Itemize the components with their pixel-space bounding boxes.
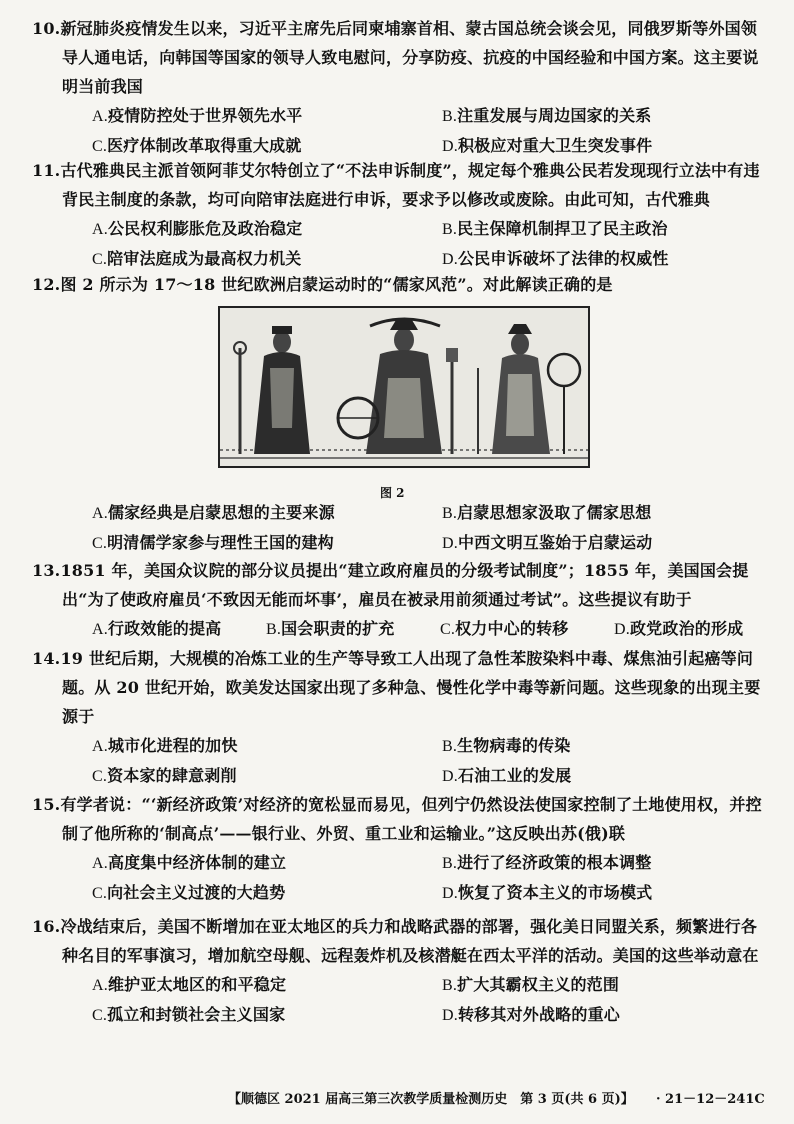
options — [92, 970, 762, 1030]
option-b[interactable]: B.进行了经济政策的根本调整 — [442, 853, 652, 872]
option-d[interactable]: D.政党政治的形成 — [614, 619, 744, 638]
question-stem: 1851 年，美国众议院的部分议员提出“建立政府雇员的分级考试制度”；1855 年，美国国会提出“为了使政府雇员‘不致因无能而坏事’，雇员在被录用前须通过考试”。这些提议有助于 — [60, 561, 749, 609]
options — [92, 731, 762, 791]
option-b[interactable]: B.启蒙思想家汲取了儒家思想 — [442, 503, 652, 522]
question-stem: 冷战结束后，美国不断增加在亚太地区的兵力和战略武器的部署，强化美日同盟关系，频繁进行各种名目的军事演习，增加航空母舰、远程轰炸机及核潜艇在西太平洋的活动。美国的这些举动意在 — [60, 917, 759, 965]
option-b[interactable]: B.生物病毒的传染 — [442, 736, 571, 755]
exam-code: · 21－12－241C — [656, 1092, 765, 1107]
option-d[interactable]: D.公民申诉破坏了法律的权威性 — [442, 249, 669, 268]
option-d[interactable]: D.恢复了资本主义的市场模式 — [442, 883, 653, 902]
question-16 — [32, 912, 762, 1030]
option-a[interactable]: A.行政效能的提高 — [92, 619, 222, 638]
option-d[interactable]: D.积极应对重大卫生突发事件 — [442, 136, 653, 155]
options — [92, 101, 762, 161]
question-stem: 19 世纪后期，大规模的冶炼工业的生产等导致工人出现了急性苯胺染料中毒、煤焦油引起癌等问题。从 20 世纪开始，欧美发达国家出现了多种急、慢性化学中毒等新问题。这些现象的出现主要源于 — [60, 649, 761, 726]
option-b[interactable]: B.注重发展与周边国家的关系 — [442, 106, 652, 125]
confucian-style-illustration — [218, 306, 590, 468]
option-b[interactable]: B.扩大其霸权主义的范围 — [442, 975, 620, 994]
question-12-options — [62, 498, 762, 558]
question-number: 12. — [32, 275, 61, 294]
question-number: 10. — [32, 19, 61, 38]
question-14 — [32, 644, 762, 791]
option-a[interactable]: A.疫情防控处于世界领先水平 — [92, 106, 303, 125]
question-stem: 有学者说：“‘新经济政策’对经济的宽松显而易见，但列宁仍然设法使国家控制了土地使用权，并控制了他所称的‘制高点’——银行业、外贸、重工业和运输业。”这反映出苏(俄)联 — [60, 795, 762, 843]
option-a[interactable]: A.儒家经典是启蒙思想的主要来源 — [92, 503, 335, 522]
question-number: 11. — [32, 161, 61, 180]
option-c[interactable]: C.陪审法庭成为最高权力机关 — [92, 249, 302, 268]
option-a[interactable]: A.公民权利膨胀危及政治稳定 — [92, 219, 303, 238]
option-a[interactable]: A.城市化进程的加快 — [92, 736, 238, 755]
question-11 — [32, 156, 762, 274]
option-c[interactable]: C.向社会主义过渡的大趋势 — [92, 883, 286, 902]
option-a[interactable]: A.高度集中经济体制的建立 — [92, 853, 287, 872]
option-c[interactable]: C.孤立和封锁社会主义国家 — [92, 1005, 286, 1024]
question-number: 13. — [32, 561, 61, 580]
options — [92, 214, 762, 274]
options — [92, 614, 762, 644]
option-b[interactable]: B.国会职责的扩充 — [266, 619, 395, 638]
question-stem: 新冠肺炎疫情发生以来，习近平主席先后同柬埔寨首相、蒙古国总统会谈会见，同俄罗斯等外国领导人通电话，向韩国等国家的领导人致电慰问，分享防疫、抗疫的中国经验和中国方案。这主要说明当前我国 — [60, 19, 759, 96]
option-c[interactable]: C.医疗体制改革取得重大成就 — [92, 136, 302, 155]
question-number: 16. — [32, 917, 61, 936]
question-stem: 图 2 所示为 17～18 世纪欧洲启蒙运动时的“儒家风范”。对此解读正确的是 — [60, 275, 613, 294]
question-13 — [32, 556, 762, 644]
question-15 — [32, 790, 762, 908]
question-12 — [32, 270, 762, 299]
option-a[interactable]: A.维护亚太地区的和平稳定 — [92, 975, 287, 994]
option-c[interactable]: C.资本家的肆意剥削 — [92, 766, 237, 785]
figure-caption: 图 2 — [380, 486, 405, 500]
question-number: 14. — [32, 649, 61, 668]
option-d[interactable]: D.转移其对外战略的重心 — [442, 1005, 620, 1024]
three-figures-engraving-icon — [220, 308, 588, 466]
option-c[interactable]: C.权力中心的转移 — [440, 619, 569, 638]
option-d[interactable]: D.石油工业的发展 — [442, 766, 572, 785]
options — [92, 498, 762, 558]
question-10 — [32, 14, 762, 161]
option-c[interactable]: C.明清儒学家参与理性王国的建构 — [92, 533, 334, 552]
question-number: 15. — [32, 795, 61, 814]
page-footer: 【顺德区 2021 届高三第三次教学质量检测历史 第 3 页(共 6 页)】 — [228, 1092, 634, 1107]
options — [92, 848, 762, 908]
option-b[interactable]: B.民主保障机制捍卫了民主政治 — [442, 219, 668, 238]
question-stem: 古代雅典民主派首领阿菲艾尔特创立了“不法申诉制度”，规定每个雅典公民若发现现行立法中有违背民主制度的条款，均可向陪审法庭进行申诉，要求予以修改或废除。由此可知，古代雅典 — [60, 161, 760, 209]
option-d[interactable]: D.中西文明互鉴始于启蒙运动 — [442, 533, 653, 552]
